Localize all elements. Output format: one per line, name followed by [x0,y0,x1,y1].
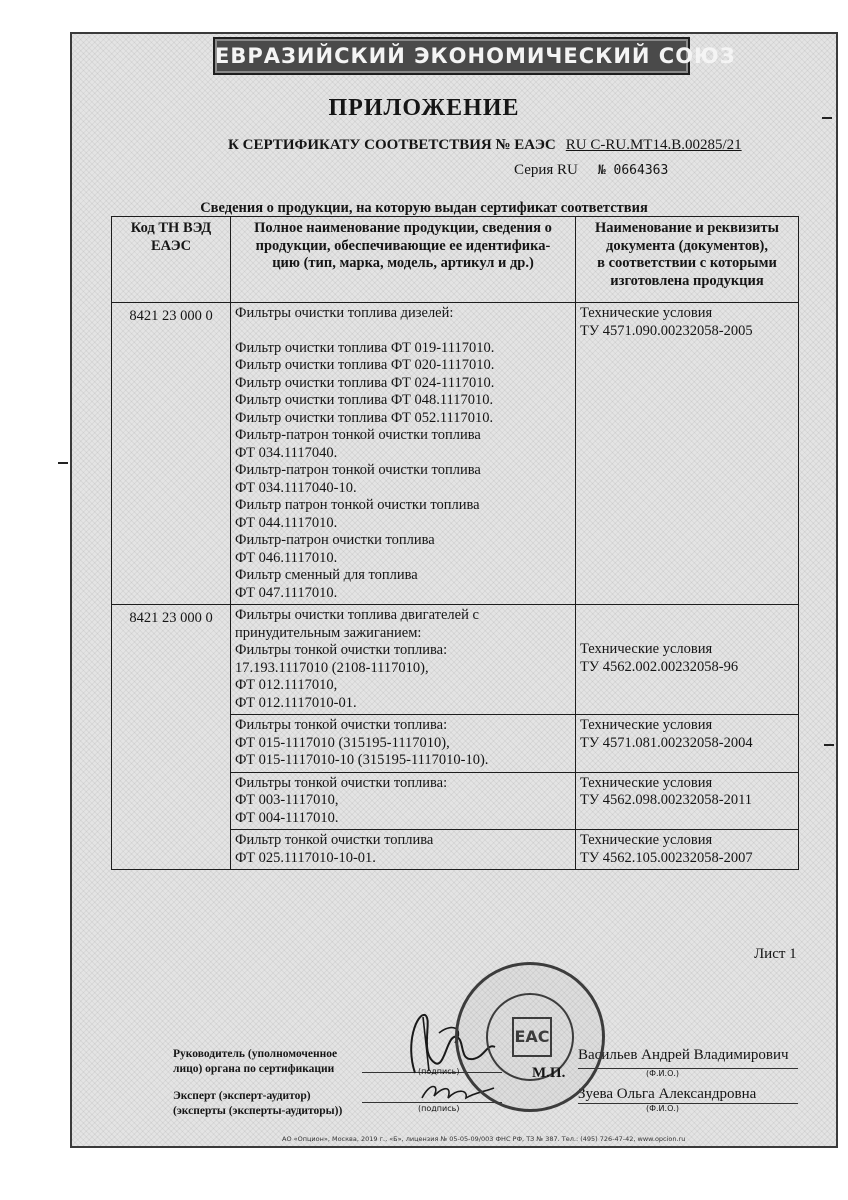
hs-code: 8421 23 000 0 [112,605,231,870]
scan-mark [822,117,832,119]
page-title: ПРИЛОЖЕНИЕ [328,95,520,121]
document-cell: Технические условия ТУ 4562.002.00232058-96 [576,605,799,715]
document-cell: Технические условия ТУ 4571.081.00232058-2004 [576,715,799,773]
product-table [111,216,799,870]
header-document: Наименование и реквизиты документа (документов), в соответствии с которыми изготовлена продукция [576,217,799,303]
stamp-mark: М.П. [532,1065,566,1081]
expert-label: Эксперт (эксперт-аудитор) (эксперты (эксперты-аудиторы)) [173,1090,343,1117]
header-product: Полное наименование продукции, сведения о продукции, обеспечивающие ее идентифика- цию (тип, марка, модель, артикул и др.) [231,217,576,303]
expert-signature-caption: (подпись) [418,1104,460,1113]
product-cell: Фильтры тонкой очистки топлива: ФТ 015-1117010 (315195-1117010), ФТ 015-1117010-10 (315195-1117010-10). [231,715,576,773]
expert-name: Зуева Ольга Александровна [578,1086,757,1102]
table-header-row [112,217,799,303]
certification-seal [455,962,605,1112]
scan-mark [824,744,834,746]
certificate-number: RU C-RU.MT14.B.00285/21 [565,137,742,153]
banner-title: ЕВРАЗИЙСКИЙ ЭКОНОМИЧЕСКИЙ СОЮЗ [213,37,690,75]
eac-mark: ЕАС [512,1017,552,1057]
document-cell: Технические условия ТУ 4562.105.00232058-2007 [576,830,799,870]
head-name-line [578,1068,798,1069]
head-fio-caption: (Ф.И.О.) [646,1069,680,1078]
head-label: Руководитель (уполномоченное лицо) органа по сертификации [173,1048,338,1075]
expert-fio-caption: (Ф.И.О.) [646,1104,680,1113]
certificate-subtitle [228,137,742,154]
printer-footer: АО «Опцион», Москва, 2019 г., «Б», лицензия № 05-05-09/003 ФНС РФ, ТЗ № 387. Тел.: (495) 726-47-42, www.opcion.ru [282,1135,686,1143]
section-title: Сведения о продукции, на которую выдан сертификат соответствия [200,200,648,216]
series-label: Серия RU [514,162,578,178]
series-line [514,162,668,179]
expert-name-line [578,1103,798,1104]
head-signature-caption: (подпись) [418,1067,460,1076]
table-row [112,605,799,715]
product-cell: Фильтр тонкой очистки топлива ФТ 025.1117010-10-01. [231,830,576,870]
product-cell: Фильтры тонкой очистки топлива: ФТ 003-1117010, ФТ 004-1117010. [231,772,576,830]
scan-mark [58,462,68,464]
header-code: Код ТН ВЭД ЕАЭС [112,217,231,303]
product-cell: Фильтры очистки топлива двигателей с принудительным зажиганием: Фильтры тонкой очистки топлива: 17.193.1117010 (2108-1117010), ФТ 012.1117010, ФТ 012.1117010-01. [231,605,576,715]
head-name: Васильев Андрей Владимирович [578,1047,789,1063]
hs-code: 8421 23 000 0 [112,303,231,605]
table-row [112,303,799,605]
document-cell: Технические условия ТУ 4562.098.00232058-2011 [576,772,799,830]
sheet-number: Лист 1 [754,946,797,962]
certificate-label: К СЕРТИФИКАТУ СООТВЕТСТВИЯ № ЕАЭС [228,137,556,153]
document-cell: Технические условия ТУ 4571.090.00232058-2005 [576,303,799,605]
product-cell: Фильтры очистки топлива дизелей: Фильтр очистки топлива ФТ 019-1117010. Фильтр очистки топлива ФТ 020-1117010. Фильтр очистки топлива ФТ 024-1117010. Фильтр очистки топлива ФТ 048.1117010. Фильтр очистки топлива ФТ 052.1117010. Фильтр-патрон тонкой очистки топлива ФТ 034.1117040. Фильтр-патрон тонкой очистки топлива ФТ 034.1117040-10. Фильтр патрон тонкой очистки топлива ФТ 044.1117010. Фильтр-патрон очистки топлива ФТ 046.1117010. Фильтр сменный для топлива ФТ 047.1117010. [231,303,576,605]
series-number: № 0664363 [597,163,669,178]
